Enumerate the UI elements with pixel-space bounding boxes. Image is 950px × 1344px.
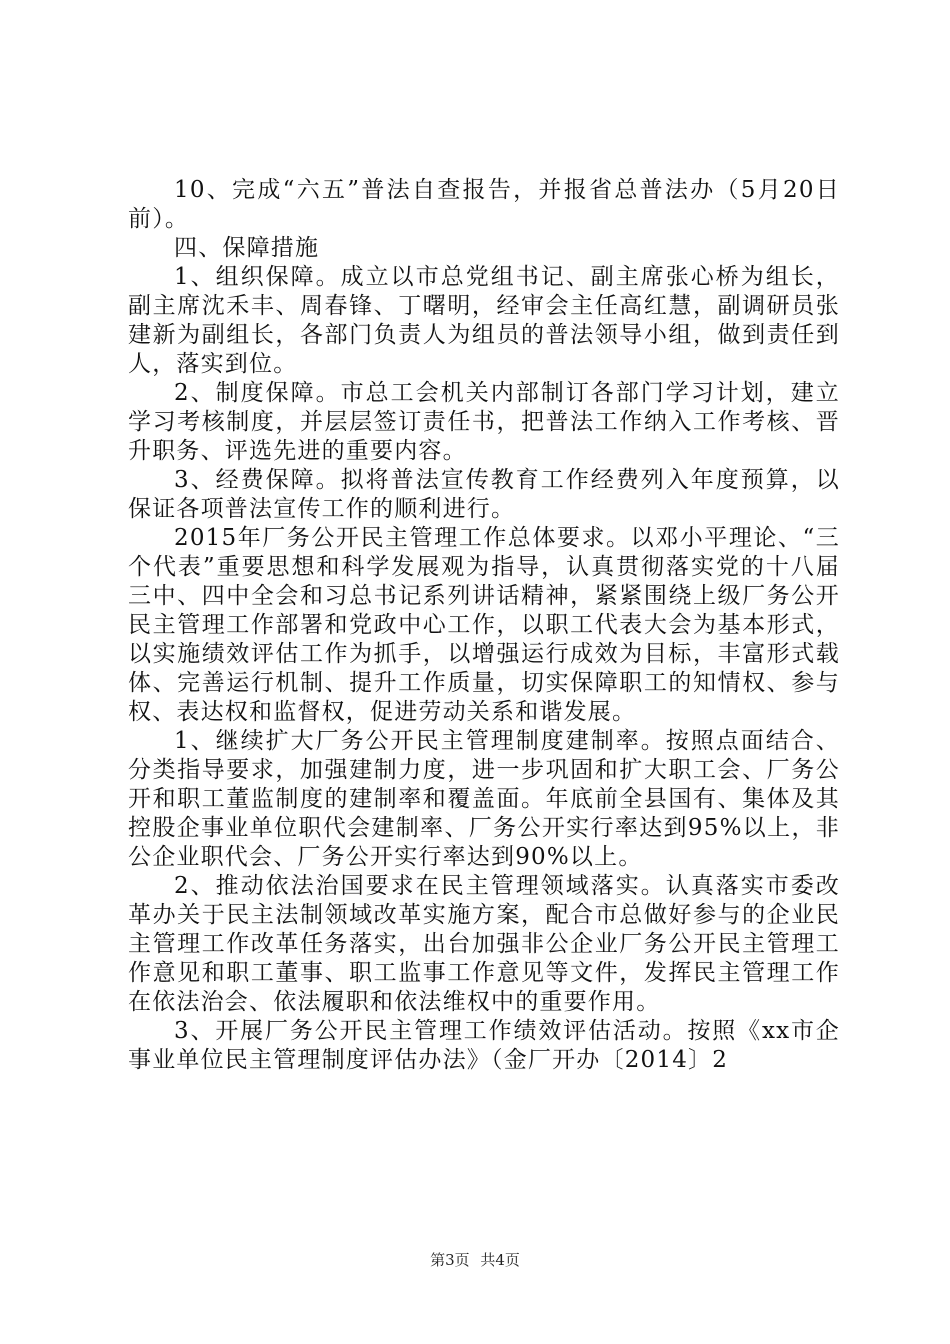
paragraph-evaluation: 3、开展厂务公开民主管理工作绩效评估活动。按照《xx市企事业单位民主管理制度评估办法》（金厂开办〔2014〕2 (128, 1018, 840, 1073)
page-total: 共4页 (480, 1251, 520, 1269)
page-number: 第3页 (430, 1251, 470, 1269)
page-footer (0, 1249, 950, 1270)
section-heading-safeguards: 四、保障措施 (174, 235, 320, 261)
paragraph-rule-of-law: 2、推动依法治国要求在民主管理领域落实。认真落实市委改革办关于民主法制领域改革实施方案，配合市总做好参与的企业民主管理工作改革任务落实，出台加强非公企业厂务公开民主管理工作意见和职工董事、职工监事工作意见等文件，发挥民主管理工作在依法治会、依法履职和依法维权中的重要作用。 (128, 873, 840, 1015)
paragraph-funding: 3、经费保障。拟将普法宣传教育工作经费列入年度预算，以保证各项普法宣传工作的顺利进行。 (128, 467, 840, 522)
document-body (128, 176, 840, 1075)
paragraph-expand-system: 1、继续扩大厂务公开民主管理制度建制率。按照点面结合、分类指导要求，加强建制力度，进一步巩固和扩大职工会、厂务公开和职工董监制度的建制率和覆盖面。年底前全县国有、集体及其控股企事业单位职代会建制率、厂务公开实行率达到95%以上，非公企业职代会、厂务公开实行率达到90%以上。 (128, 728, 840, 870)
paragraph-item-10: 10、完成“六五”普法自查报告，并报省总普法办（5月20日前）。 (128, 177, 840, 232)
paragraph-organization: 1、组织保障。成立以市总党组书记、副主席张心桥为组长，副主席沈禾丰、周春锋、丁曙明，经审会主任高红慧，副调研员张建新为副组长，各部门负责人为组员的普法领导小组，做到责任到人，落实到位。 (128, 264, 840, 377)
paragraph-2015-requirements: 2015年厂务公开民主管理工作总体要求。以邓小平理论、“三个代表”重要思想和科学发展观为指导，认真贯彻落实党的十八届三中、四中全会和习总书记系列讲话精神，紧紧围绕上级厂务公开民主管理工作部署和党政中心工作，以职工代表大会为基本形式，以实施绩效评估工作为抓手，以增强运行成效为目标，丰富形式载体、完善运行机制、提升工作质量，切实保障职工的知情权、参与权、表达权和监督权，促进劳动关系和谐发展。 (128, 525, 840, 725)
paragraph-system: 2、制度保障。市总工会机关内部制订各部门学习计划，建立学习考核制度，并层层签订责任书，把普法工作纳入工作考核、晋升职务、评选先进的重要内容。 (128, 380, 840, 464)
